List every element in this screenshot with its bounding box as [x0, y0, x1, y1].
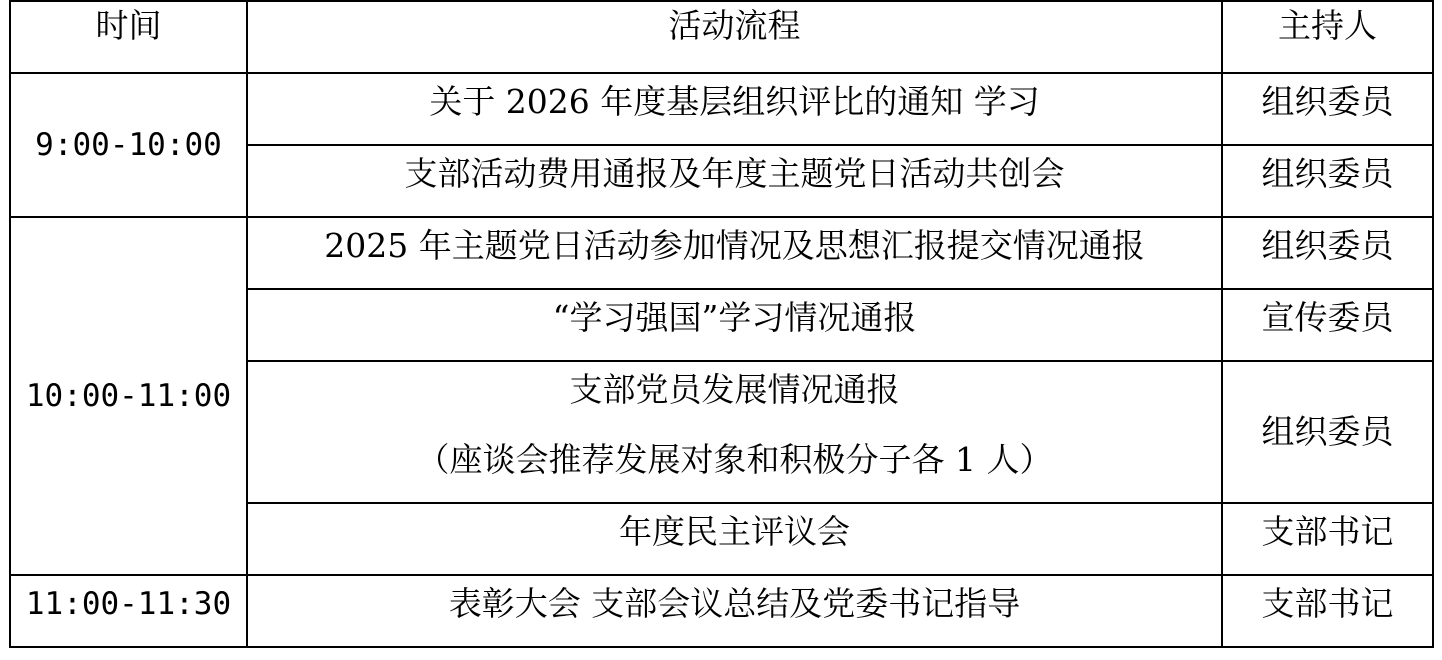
flow-cell: 2025 年主题党日活动参加情况及思想汇报提交情况通报 — [247, 217, 1222, 289]
flow-main-text: 支部党员发展情况通报 — [569, 370, 900, 409]
host-cell: 组织委员 — [1222, 217, 1433, 289]
host-cell: 支部书记 — [1222, 503, 1433, 575]
header-flow: 活动流程 — [247, 1, 1222, 73]
flow-cell: 表彰大会 支部会议总结及党委书记指导 — [247, 575, 1222, 647]
session-time: 10:00-11:00 — [10, 217, 247, 575]
flow-cell: 年度民主评议会 — [247, 503, 1222, 575]
header-row — [10, 1, 1433, 73]
header-time: 时间 — [10, 1, 247, 73]
agenda-table — [9, 0, 1434, 648]
host-cell: 组织委员 — [1222, 145, 1433, 217]
table-row — [10, 73, 1433, 145]
host-cell: 组织委员 — [1222, 361, 1433, 503]
flow-cell — [247, 361, 1222, 503]
flow-cell: 支部活动费用通报及年度主题党日活动共创会 — [247, 145, 1222, 217]
host-cell: 宣传委员 — [1222, 289, 1433, 361]
header-host: 主持人 — [1222, 1, 1433, 73]
host-cell: 支部书记 — [1222, 575, 1433, 647]
host-cell: 组织委员 — [1222, 73, 1433, 145]
flow-note-text: （座谈会推荐发展对象和积极分子各 1 人） — [416, 440, 1053, 479]
session-time: 11:00-11:30 — [10, 575, 247, 647]
session-time: 9:00-10:00 — [10, 73, 247, 217]
table-row — [10, 575, 1433, 647]
table-row — [10, 217, 1433, 289]
flow-cell: 关于 2026 年度基层组织评比的通知 学习 — [247, 73, 1222, 145]
flow-cell: “学习强国”学习情况通报 — [247, 289, 1222, 361]
